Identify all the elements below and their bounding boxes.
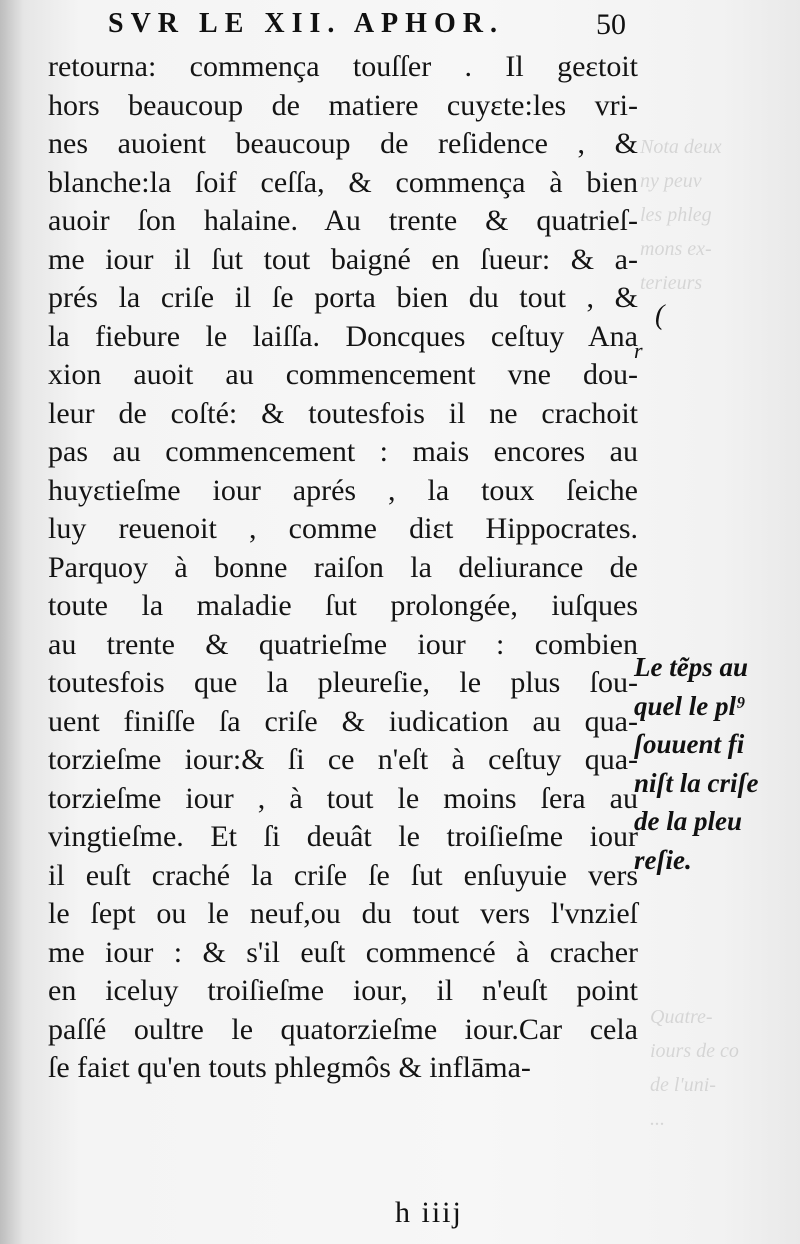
text-line: toutesfois que la pleureſie, le plus ſou- bbox=[48, 666, 638, 699]
body-text bbox=[48, 48, 638, 1088]
text-line: toute la maladie ſut prolongée, iuſques bbox=[48, 589, 638, 622]
text-line: au trente & quatrieſme iour : combien bbox=[48, 627, 638, 661]
text-line: prés la criſe il ſe porta bien du tout , & bbox=[48, 281, 638, 314]
ghost-line: ny peuv bbox=[640, 170, 702, 192]
marginal-note-line: quel le pl⁹ bbox=[634, 690, 746, 721]
text-line: nes auoient beaucoup de reſidence , & bbox=[48, 127, 638, 160]
ghost-line: Nota deux bbox=[640, 136, 722, 158]
text-line: leur de coſté: & toutesfois il ne crachoit bbox=[48, 396, 638, 430]
bleed-through-text-lower bbox=[650, 1000, 800, 1136]
marginal-note-line: de la pleu bbox=[634, 806, 742, 836]
text-line: torzieſme iour , à tout le moins ſera au bbox=[48, 781, 638, 815]
marginal-note-line: niſt la criſe bbox=[634, 767, 759, 798]
text-line: ſe faiɛt qu'en touts phlegmôs & inflāma- bbox=[48, 1051, 531, 1084]
text-line: auoir ſon halaine. Au trente & quatrieſ- bbox=[48, 204, 638, 237]
running-head-title: SVR LE XII. APHOR. bbox=[108, 8, 504, 39]
ghost-line: mons ex- bbox=[640, 238, 712, 260]
text-line: paſſé oultre le quatorzieſme iour.Car cela bbox=[48, 1012, 638, 1046]
ghost-line: ... bbox=[650, 1108, 665, 1130]
text-line: huyɛtieſme iour aprés , la toux ſeiche bbox=[48, 473, 638, 507]
ghost-line: les phleg bbox=[640, 204, 712, 226]
signature-mark: h iiij bbox=[395, 1196, 463, 1229]
text-line: en iceluy troiſieſme iour, il n'euſt point bbox=[48, 974, 638, 1007]
ghost-line: terieurs bbox=[640, 272, 703, 294]
text-line: vingtieſme. Et ſi deuât le troiſieſme iour bbox=[48, 820, 638, 853]
text-line: torzieſme iour:& ſi ce n'eſt à ceſtuy qua- bbox=[48, 743, 638, 776]
ghost-line: Quatre- bbox=[650, 1006, 713, 1028]
marginal-note-line: ſouuent fi bbox=[634, 729, 745, 759]
text-line: le ſept ou le neuf,ou du tout vers l'vnzieſ bbox=[48, 897, 638, 930]
marginal-note bbox=[634, 648, 794, 879]
text-line: retourna: commença touſſer . Il geɛtoit bbox=[48, 50, 638, 83]
ghost-line: iours de co bbox=[650, 1040, 739, 1062]
text-line: luy reuenoit , comme diɛt Hippocrates. bbox=[48, 512, 638, 545]
bleed-through-text-upper bbox=[640, 130, 800, 300]
running-head bbox=[108, 8, 668, 48]
text-line: il euſt craché la criſe ſe ſut enſuyuie vers bbox=[48, 858, 638, 892]
text-line: la fiebure le laiſſa. Doncques ceſtuy Ana bbox=[48, 319, 638, 353]
text-line: Parquoy à bonne raiſon la deliurance de bbox=[48, 550, 638, 584]
page-number: 50 bbox=[596, 8, 626, 41]
ghost-line: de l'uni- bbox=[650, 1074, 716, 1096]
margin-mark: r bbox=[634, 338, 643, 363]
text-line: blanche:la ſoif ceſſa, & commença à bien bbox=[48, 165, 638, 199]
text-line: me iour il ſut tout baigné en ſueur: & a- bbox=[48, 242, 638, 276]
margin-mark: ( bbox=[655, 300, 665, 331]
text-line: xion auoit au commencement vne dou- bbox=[48, 358, 638, 391]
text-line: uent finiſſe ſa criſe & iudication au qua- bbox=[48, 704, 638, 738]
text-line: hors beaucoup de matiere cuyɛte:les vri- bbox=[48, 88, 638, 122]
text-line: pas au commencement : mais encores au bbox=[48, 435, 638, 468]
marginal-note-line: reſie. bbox=[634, 844, 692, 875]
marginal-note-line: Le tẽps au bbox=[634, 652, 748, 682]
text-line: me iour : & s'il euſt commencé à cracher bbox=[48, 935, 638, 969]
